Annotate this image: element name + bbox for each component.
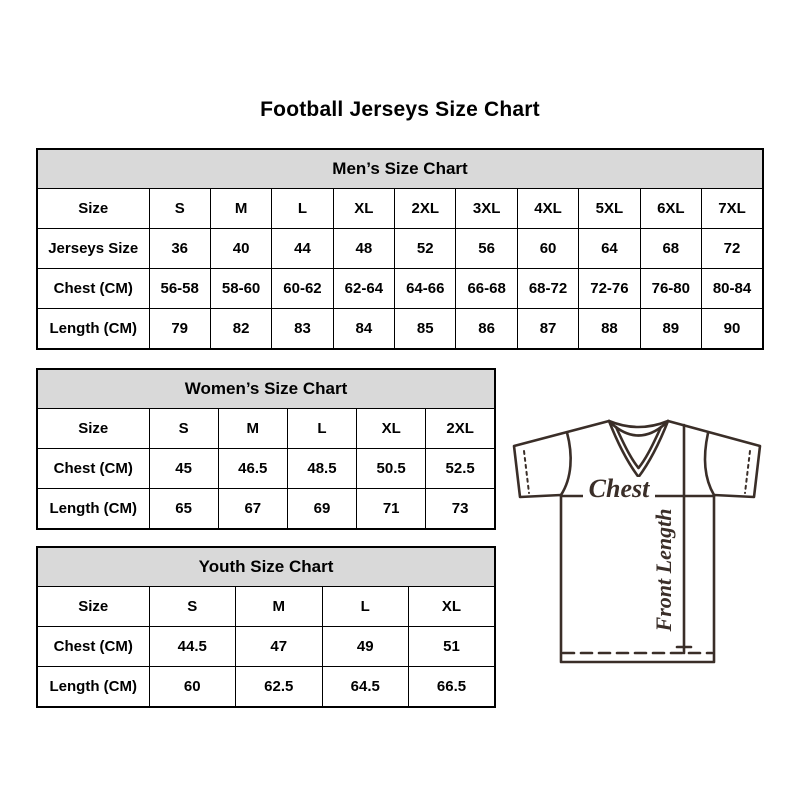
- value-cell: 2XL: [426, 409, 495, 449]
- row-label-cell: Size: [37, 409, 149, 449]
- value-cell: 76-80: [640, 269, 701, 309]
- table-row: [37, 269, 763, 309]
- value-cell: 56: [456, 229, 517, 269]
- value-cell: 66.5: [409, 667, 496, 708]
- value-cell: 62.5: [236, 667, 323, 708]
- value-cell: 88: [579, 309, 640, 350]
- value-cell: S: [149, 587, 236, 627]
- value-cell: 86: [456, 309, 517, 350]
- value-cell: 6XL: [640, 189, 701, 229]
- value-cell: 58-60: [210, 269, 271, 309]
- table-section-title: Youth Size Chart: [37, 547, 495, 587]
- value-cell: M: [218, 409, 287, 449]
- value-cell: 90: [702, 309, 763, 350]
- table-row: [37, 449, 495, 489]
- jersey-left-armhole-seam: [561, 433, 571, 496]
- value-cell: 67: [218, 489, 287, 530]
- value-cell: 84: [333, 309, 394, 350]
- value-cell: S: [149, 409, 218, 449]
- table-row: [37, 489, 495, 530]
- value-cell: 36: [149, 229, 210, 269]
- row-label-cell: Length (CM): [37, 309, 149, 350]
- table-section-title: Women’s Size Chart: [37, 369, 495, 409]
- value-cell: 62-64: [333, 269, 394, 309]
- value-cell: 40: [210, 229, 271, 269]
- value-cell: 56-58: [149, 269, 210, 309]
- jersey-body-outline: [561, 495, 714, 662]
- row-label-cell: Length (CM): [37, 667, 149, 708]
- table-section-title: Men’s Size Chart: [37, 149, 763, 189]
- jersey-right-cuff-stitch: [745, 451, 750, 493]
- mens-size-table: [36, 148, 764, 350]
- value-cell: 48: [333, 229, 394, 269]
- value-cell: 69: [287, 489, 356, 530]
- value-cell: 44: [272, 229, 333, 269]
- value-cell: 2XL: [395, 189, 456, 229]
- value-cell: 80-84: [702, 269, 763, 309]
- value-cell: 47: [236, 627, 323, 667]
- table-row: [37, 189, 763, 229]
- table-header-row: [37, 149, 763, 189]
- value-cell: 71: [357, 489, 426, 530]
- value-cell: 46.5: [218, 449, 287, 489]
- value-cell: S: [149, 189, 210, 229]
- row-label-cell: Jerseys Size: [37, 229, 149, 269]
- table-row: [37, 229, 763, 269]
- value-cell: 72: [702, 229, 763, 269]
- row-label-cell: Chest (CM): [37, 269, 149, 309]
- value-cell: 68: [640, 229, 701, 269]
- value-cell: M: [236, 587, 323, 627]
- jersey-left-cuff-stitch: [524, 451, 529, 493]
- jersey-collar-top: [609, 421, 668, 427]
- row-label-cell: Size: [37, 189, 149, 229]
- value-cell: XL: [333, 189, 394, 229]
- value-cell: 64: [579, 229, 640, 269]
- jersey-vneck-inner: [616, 427, 661, 468]
- value-cell: 60: [149, 667, 236, 708]
- value-cell: 45: [149, 449, 218, 489]
- row-label-cell: Length (CM): [37, 489, 149, 530]
- value-cell: 79: [149, 309, 210, 350]
- table-row: [37, 587, 495, 627]
- value-cell: 82: [210, 309, 271, 350]
- row-label-cell: Chest (CM): [37, 449, 149, 489]
- table-header-row: [37, 547, 495, 587]
- table-header-row: [37, 369, 495, 409]
- value-cell: L: [287, 409, 356, 449]
- page-title: Football Jerseys Size Chart: [260, 98, 540, 121]
- value-cell: 72-76: [579, 269, 640, 309]
- value-cell: 52.5: [426, 449, 495, 489]
- value-cell: 66-68: [456, 269, 517, 309]
- row-label-cell: Chest (CM): [37, 627, 149, 667]
- value-cell: XL: [357, 409, 426, 449]
- value-cell: 4XL: [517, 189, 578, 229]
- value-cell: 52: [395, 229, 456, 269]
- table-row: [37, 409, 495, 449]
- value-cell: L: [322, 587, 409, 627]
- youth-size-table: [36, 546, 496, 708]
- row-label-cell: Size: [37, 587, 149, 627]
- table-row: [37, 627, 495, 667]
- value-cell: 5XL: [579, 189, 640, 229]
- value-cell: 44.5: [149, 627, 236, 667]
- value-cell: 60: [517, 229, 578, 269]
- value-cell: 89: [640, 309, 701, 350]
- value-cell: 3XL: [456, 189, 517, 229]
- value-cell: 60-62: [272, 269, 333, 309]
- womens-size-table: [36, 368, 496, 530]
- jersey-right-armhole-seam: [705, 433, 714, 495]
- value-cell: 51: [409, 627, 496, 667]
- jersey-measurement-diagram: [500, 410, 780, 672]
- value-cell: 73: [426, 489, 495, 530]
- value-cell: XL: [409, 587, 496, 627]
- value-cell: 65: [149, 489, 218, 530]
- table-row: [37, 667, 495, 708]
- value-cell: 49: [322, 627, 409, 667]
- value-cell: 85: [395, 309, 456, 350]
- chest-label: Chest: [588, 474, 650, 503]
- value-cell: 87: [517, 309, 578, 350]
- value-cell: 50.5: [357, 449, 426, 489]
- table-row: [37, 309, 763, 350]
- value-cell: 7XL: [702, 189, 763, 229]
- value-cell: M: [210, 189, 271, 229]
- value-cell: 68-72: [517, 269, 578, 309]
- value-cell: 64.5: [322, 667, 409, 708]
- value-cell: L: [272, 189, 333, 229]
- value-cell: 83: [272, 309, 333, 350]
- value-cell: 64-66: [395, 269, 456, 309]
- value-cell: 48.5: [287, 449, 356, 489]
- front-length-label: Front Length: [651, 508, 676, 632]
